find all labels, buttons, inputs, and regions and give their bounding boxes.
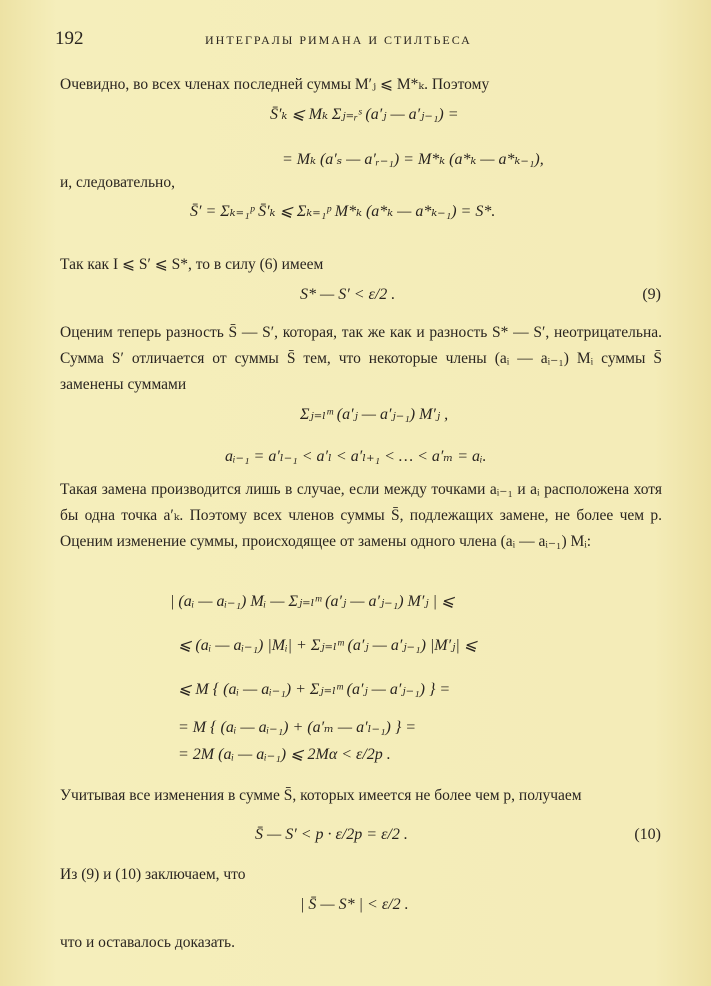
paragraph-1: Очевидно, во всех членах последней суммы M′ⱼ ⩽ M*ₖ. Поэтому — [60, 76, 490, 93]
paragraph-6: Учитывая все изменения в сумме S̄, которых имеется не более чем p, получаем — [60, 787, 582, 804]
paragraph-4: Оценим теперь разность S̄ — S′, которая, так же как и разность S* — S′, неотрицательна. Сумма S′ отличается от суммы S̄ тем, что некоторые члены (aᵢ — aᵢ₋₁) Mᵢ суммы S̄ заменены суммами — [60, 324, 662, 393]
formula-7: | (aᵢ — aᵢ₋₁) Mᵢ — Σⱼ₌ₗᵐ (a′ⱼ — a′ⱼ₋₁) M′ⱼ | ⩽ — [170, 593, 455, 610]
page-number: 192 — [55, 28, 84, 49]
formula-5: Σⱼ₌ₗᵐ (a′ⱼ — a′ⱼ₋₁) M′ⱼ , — [300, 406, 449, 423]
paragraph-8: что и оставалось доказать. — [60, 934, 235, 951]
formula-13: | S̄ — S* | < ε/2 . — [300, 896, 409, 913]
paragraph-3: Так как I ⩽ S′ ⩽ S*, то в силу (6) имеем — [60, 256, 324, 273]
formula-9: ⩽ M { (aᵢ — aᵢ₋₁) + Σⱼ₌ₗᵐ (a′ⱼ — a′ⱼ₋₁) } = — [178, 681, 451, 698]
formula-8: ⩽ (aᵢ — aᵢ₋₁) |Mᵢ| + Σⱼ₌ₗᵐ (a′ⱼ — a′ⱼ₋₁) |M′ⱼ| ⩽ — [178, 637, 478, 654]
paragraph-7: Из (9) и (10) заключаем, что — [60, 866, 246, 883]
equation-number-10: (10) — [634, 826, 661, 843]
formula-1: S̄′ₖ ⩽ Mₖ Σⱼ₌ᵣˢ (a′ⱼ — a′ⱼ₋₁) = — [270, 106, 459, 123]
formula-3: S̄′ = Σₖ₌₁ᵖ S̄′ₖ ⩽ Σₖ₌₁ᵖ M*ₖ (a*ₖ — a*ₖ₋₁) = S*. — [190, 203, 496, 220]
formula-11: = 2M (aᵢ — aᵢ₋₁) ⩽ 2Mα < ε/2p . — [178, 746, 391, 763]
formula-2: = Mₖ (a′ₛ — a′ᵣ₋₁) = M*ₖ (a*ₖ — a*ₖ₋₁), — [282, 151, 544, 168]
page-header — [55, 28, 656, 52]
paragraph-2: и, следовательно, — [60, 174, 175, 191]
formula-12: S̄ — S′ < p · ε/2p = ε/2 . — [255, 826, 408, 843]
equation-number-9: (9) — [642, 286, 661, 303]
formula-10: = M { (aᵢ — aᵢ₋₁) + (a′ₘ — a′ₗ₋₁) } = — [178, 719, 417, 736]
formula-6: aᵢ₋₁ = a′ₗ₋₁ < a′ₗ < a′ₗ₊₁ < … < a′ₘ = aᵢ. — [225, 448, 487, 465]
running-title: ИНТЕГРАЛЫ РИМАНА И СТИЛТЬЕСА — [205, 33, 472, 47]
paragraph-5: Такая замена производится лишь в случае, если между точками aᵢ₋₁ и aᵢ расположена хотя бы одна точка a′ₖ. Поэтому всех членов суммы S̄, подлежащих замене, не более чем p. Оценим изменение суммы, происходящее от замены одного члена (aᵢ — aᵢ₋₁) Mᵢ: — [60, 481, 662, 550]
formula-4: S* — S′ < ε/2 . — [300, 286, 396, 303]
